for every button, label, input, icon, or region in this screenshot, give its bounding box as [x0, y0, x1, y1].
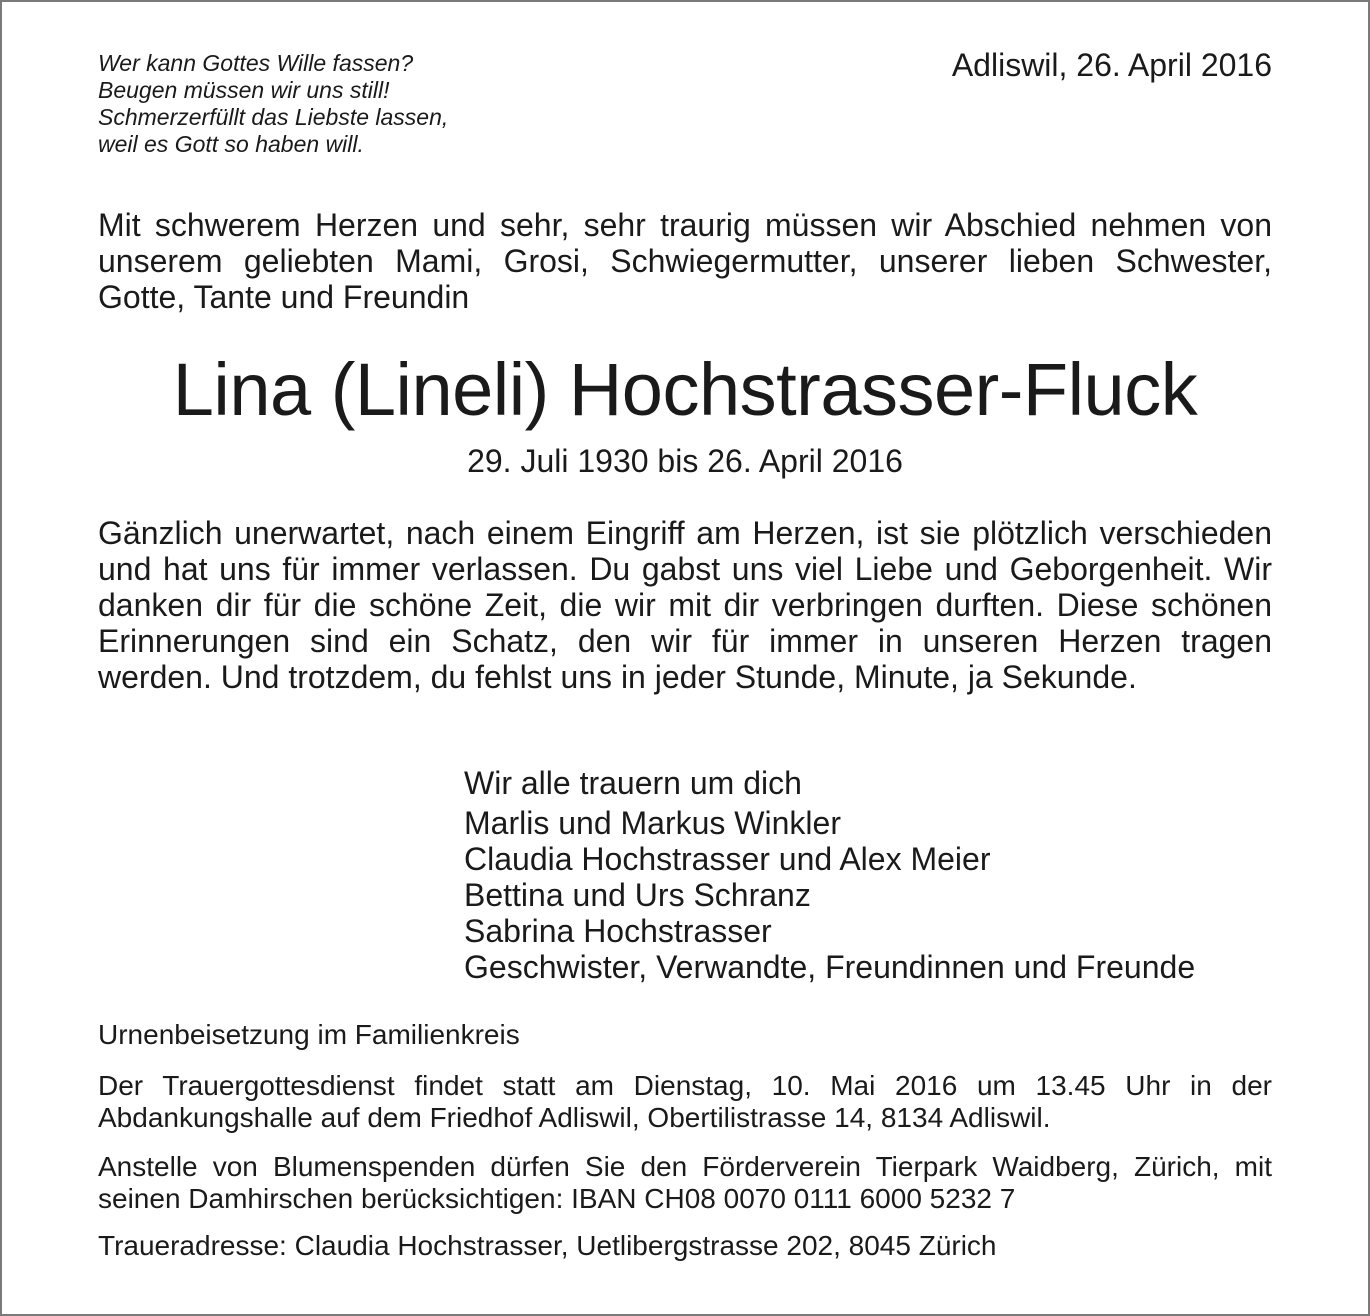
- mourner-name: Sabrina Hochstrasser: [464, 913, 772, 949]
- poem: [98, 50, 448, 158]
- mourners-list: [464, 765, 1195, 985]
- mourner-name: Geschwister, Verwandte, Freundinnen und Freunde: [464, 949, 1196, 985]
- mourners-heading: Wir alle trauern um dich: [464, 765, 802, 801]
- mourner-name: Marlis und Markus Winkler: [464, 805, 841, 841]
- poem-line: weil es Gott so haben will.: [98, 131, 364, 157]
- burial-notice: Urnenbeisetzung im Familienkreis: [98, 1019, 520, 1050]
- service-notice: Der Trauergottesdienst findet statt am Dienstag, 10. Mai 2016 um 13.45 Uhr in der Abdankungshalle auf dem Friedhof Adliswil, Obertilistrasse 14, 8134 Adliswil.: [98, 1070, 1272, 1133]
- mourning-address: Traueradresse: Claudia Hochstrasser, Uetlibergstrasse 202, 8045 Zürich: [98, 1230, 997, 1261]
- poem-line: Beugen müssen wir uns still!: [98, 77, 390, 103]
- deceased-name: Lina (Lineli) Hochstrasser-Fluck: [172, 348, 1198, 431]
- place-date: Adliswil, 26. April 2016: [951, 47, 1272, 83]
- poem-line: Schmerzerfüllt das Liebste lassen,: [98, 104, 449, 130]
- mourner-name: Bettina und Urs Schranz: [464, 877, 811, 913]
- donation-notice: Anstelle von Blumenspenden dürfen Sie den Förderverein Tierpark Waidberg, Zürich, mit seinen Damhirschen berücksichtigen: IBAN CH08 0070 0111 6000 5232 7: [98, 1151, 1272, 1214]
- life-dates: 29. Juli 1930 bis 26. April 2016: [467, 443, 903, 479]
- mourner-name: Claudia Hochstrasser und Alex Meier: [464, 841, 991, 877]
- intro-text: Mit schwerem Herzen und sehr, sehr traurig müssen wir Abschied nehmen von unserem geliebten Mami, Grosi, Schwiegermutter, unserer lieben Schwester, Gotte, Tante und Freundin: [98, 207, 1272, 315]
- body-text: Gänzlich unerwartet, nach einem Eingriff am Herzen, ist sie plötzlich verschieden und hat uns für immer verlassen. Du gabst uns viel Liebe und Geborgenheit. Wir danken dir für die schöne Zeit, die wir mit dir verbringen durften. Diese schönen Erinnerungen sind ein Schatz, den wir für immer in unseren Herzen tragen werden. Und trotzdem, du fehlst uns in jeder Stunde, Minute, ja Sekunde.: [98, 515, 1272, 695]
- poem-line: Wer kann Gottes Wille fassen?: [98, 50, 414, 76]
